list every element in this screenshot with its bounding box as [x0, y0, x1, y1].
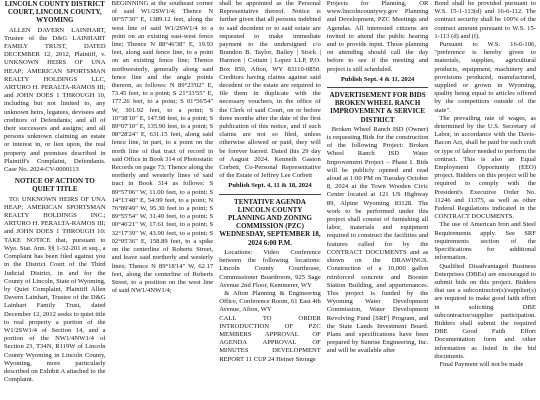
notice-divider — [327, 87, 429, 88]
notice-paragraph: Locations: Video Conference between the following locations: Lincoln County Courthouse, Commissioner Boardroom, 925 Sage Avenue 2nd Floor, Kemmerer, WY — [219, 248, 321, 289]
notice-divider — [219, 194, 321, 195]
notice-heading: TENTATIVE AGENDA LINCOLN COUNTY PLANNING AND ZONING COMMISSION (PZC) WEDNESDAY, SEPTEMBER 18, 2024 6:00 P.M. — [219, 197, 321, 247]
notice-paragraph: TO: UNKNOWN HEIRS OF UNA HEAP; AMERICAN SPORTSMAN REALTY HOLDINGS INC.; ARTURO H. PERALTA-RAMOS III; and JOHN DOES 1 THROUGH 10: TAKE NOTICE that, pursuant to Wyo. Stat. Ann. §§ 1-32-201 et seq., a Complaint has been filed against you in the District Court of the Third Judicial District, in and for the County of Lincoln, State of Wyoming, by Quiet Complaint, Plaintiff Allen Davern Lainhart, Trustee of the D&G Lainhart Family Trust, dated December 12, 2012 seeks to quiet title to real property a portion of the W1/2SW1/4 of Section 14, and a portion of the NW1/4NW1/4 of Section 23, T34N, R119W of Lincoln County Wyoming in Lincoln County, Wyoming, more particularly described on Exhibit A attached to the Complaint. — [4, 195, 106, 384]
notice-heading: LINCOLN COUNTY DISTRICT COURT, LINCOLN COUNTY, WYOMING — [4, 0, 105, 25]
column-4 — [327, 0, 429, 400]
column-1 — [4, 0, 106, 400]
notice-heading: ADVERTISEMENT FOR BIDS BROKEN WHEEL RANCH IMPROVEMENT & SERVICE DISTRICT — [329, 91, 426, 124]
column-3 — [219, 0, 321, 400]
publish-date-line: Publish Sept. 4, 11 & 18, 2024 — [228, 182, 312, 190]
notice-paragraph: shall be appointed as the Personal Representative thereof. Notice is further given that all persons indebted to said decedent or to said estate are requested to make immediate payment to the undersigned c/o Brandon B. Taylor, Bailey | Stock | Harmon | Cottam | Lopez LLP, P.O. Box 850, Afton, WY 83110-0850. Creditors having claims against said decedent or the estate are required to file them in duplicate with the necessary vouchers, in the office of the Clerk of said Court, on or before three months after the date of the first publication of this notice, and if such claims are not so filed, unless otherwise allowed or paid, they will be forever barred. Dated this 29 day of August 2024. Kenneth Gaston Corbett, Co-Personal Representative of the Estate of Jeffrey Lee Corbett — [219, 0, 321, 180]
notice-heading: NOTICE OF ACTION TO QUIET TITLE — [14, 177, 95, 194]
notice-paragraph: The use of American Iron and Steel Requirements apply. See SRF requirements section of the Specifications for additional information. — [434, 221, 536, 262]
notice-paragraph: ALLEN DAVERN LAINHART, Trustee of the D&G LAINHART FAMILY TRUST, DATED DECEMBER 12, 2012, Plaintiff, v. UNKNOWN HEIRS OF UNA HEAP; AMERICAN SPORTSMAN REALTY HOLDINGS LLC, ARTURO H. PERALTA-RAMOS III; and JOHN DOES 1 THROUGH 10, including but not limited to, any unknown heirs, legatees, devisees and creditors of Defendants; and all of their successors and assigns; and all persons unknown claiming an estate or interest in, or lien upon, the real property and premises described in Plaintiff's Complaint, Defendants. Case No. 2024-CV-0000113 — [4, 26, 106, 174]
notice-paragraph: Projects for Planning, OR www.lincolncountywy.gov Planning and Development, PZC Meetings and Agendas. All interested citizens are invited to attend the public hearing and to provide input. Those planning on attending should call the day before to see if the meeting and project is still scheduled. — [326, 0, 429, 73]
column-2 — [112, 0, 214, 400]
notice-paragraph: The prevailing rate of wages, as determined by the U.S. Secretary of Labor, in accordance with the Davis-Bacon Act, shall be paid for each craft or type of labor needed to perform the contract. This is also an Equal Employment Opportunity (EEO) project. Bidders on this project will be required to comply with the President's Executive Order No. 11246 and 11375, as well as other Federal Regulations indicated in the CONTRACT DOCUMENTS. — [434, 114, 536, 221]
notice-paragraph: Bond shall be provided pursuant to W.S. 15-1-113(d) and 16-6-112. The contract security shall be 100% of the contract amount pursuant to W.S. 15-1-113 (d) and (f). — [434, 0, 536, 40]
column-5 — [434, 0, 536, 400]
notice-paragraph: Pursuant to W.S. 16-6-106, "preference is hereby given to materials, supplies, agricultural products, equipment, machinery and provisions produced, manufactured, supplied or grown in Wyoming, quality being equal to articles offered by the competitors outside of the state". — [434, 41, 536, 114]
notice-paragraph: BEGINNING at the southeast corner of said W1/2SW1/4; Thence N 00°57'30" E, 1389.12 feet, along the west line of said W1/2SW1/4 to a point on an existing east-west fence line; Thence N 88°46'38" E, 19.93 feet, along said fence line, to a point on an existing fence line; Thence northwesterly, generally along said fence line and the angle points thereon, as follows: N 89°23'02" E, 73.45 feet, to a point; S 21°33'55" E, 177.26 feet, to a point; S 01°56'54" W, 301.92 feet, to a point; S 10°38'10" E, 147.98 feet, to a point; S 89°07'10" E, 135.90 feet, to a point; S 08°28'24" E, 631.15 feet, along said fence line, in part, to a point on the north line of that tract of record in said Office in Book 314 of Photostatic Records on page 73; Thence along the northerly and westerly lines of said tract in Book 314 as follows: S 89°57'06" W, 11.00 feet, to a point; S 14°13'48" E, 54.99 feet, to a point; N 76°89'49" W, 95.30 feet to a point; S 89°55'54" W, 31.49 feet, to a point; S 00°46'21" W, 17.61 feet, to a point; S 32°17'39" W, 43.90 feet, to a point; S 02°05'36" E, 158.89 feet, to a spike on the centerline of Roberts Street, and leave said northerly and westerly lines; Thence N 89°18'14" W, 62.17 feet, along the centerline of Roberts Street, to a position on the west line of said NW1/4NW1/4; — [111, 0, 214, 295]
notice-paragraph: Qualified Disadvantaged Business Enterprises (DBEs) are encouraged to submit bids on this project. Bidders that use a subcontractor(s)/supplier(s) are required to make good faith effort in soliciting DBE subcontractor/supplier participation. Bidders shall submit the required DBE Good Faith Effort Documentation form and other information as listed in the bid documents. — [434, 262, 536, 360]
notice-paragraph: & Afton Planning & Engineering Office, Conference Room, 61 East 4th Avenue, Afton, WY — [219, 289, 321, 314]
notice-paragraph: CALL TO ORDER INTRODUCTION OF PZC MEMBERS APPROVAL OF AGENDA APPROVAL OF MINUTES DEVELOPMENT REPORT 11 CUP 24 Heiner Storage — [219, 314, 321, 363]
publish-date-line: Publish Sept. 4 & 11, 2024 — [340, 75, 415, 83]
notice-paragraph: Final Payment will not be made — [439, 360, 524, 368]
notice-paragraph: Broken Wheel Ranch ISD (Owner) is requesting Bids for the construction of the following Project: Broken Wheel Ranch ISD Water Improvement Project – Phase I. Bids will be publicly opened and read aloud at 1:00 PM on Tuesday October 8, 2024 at the Town Wooden Civic Center located at 121 US Highway 89, Alpine Wyoming 83128. The work to be performed under this project shall consist of furnishing all labor, materials and equipment required to construct the facilities and features called for by the CONTRACT DOCUMENTS and as shown on the DRAWINGS. Construction of a 10,000 gallon reinforced concrete and Booster Station Building, and appurtenances. This project is funded by the Wyoming Water Development Commission, Water Development Revolving Fund [SRF] Program, and the State Lands Investment Board. Plans and specifications have been prepared by Sunrise Engineering, Inc. and will be available after — [326, 125, 429, 355]
